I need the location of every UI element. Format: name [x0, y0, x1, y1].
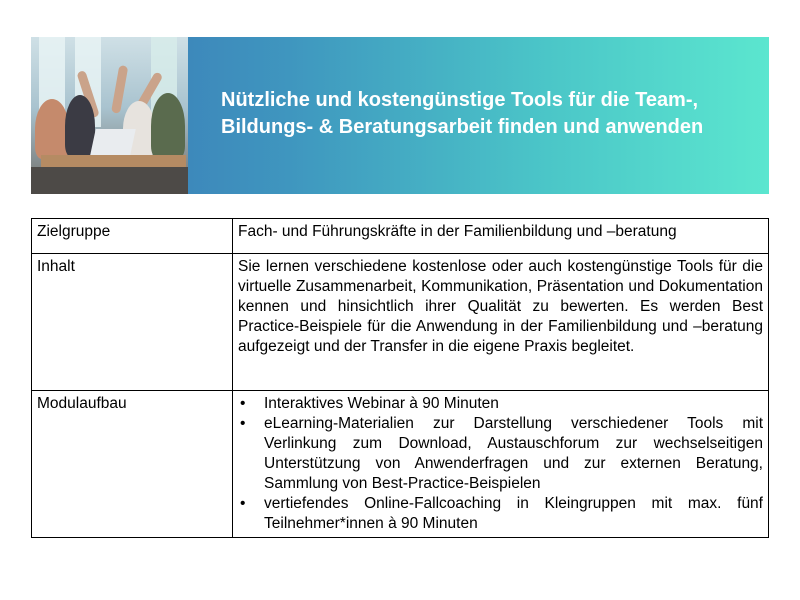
row-value-zielgruppe: Fach- und Führungskräfte in der Familienbildung und –beratung [233, 219, 769, 254]
person [35, 99, 69, 159]
list-item-text: eLearning-Materialien zur Darstellung verschiedener Tools mit Verlinkung zum Download, Austauschforum zur wechselseitigen Unterstützung von Anwenderfragen und zur externen Beratung, Sammlung von Best-Practice-Beispielen [264, 415, 763, 492]
desk [41, 155, 186, 167]
bullet-icon: • [240, 415, 246, 432]
list-item [238, 494, 763, 534]
floor [31, 167, 188, 194]
bullet-icon: • [240, 495, 246, 512]
table-row [32, 254, 769, 391]
page-title [221, 87, 761, 141]
list-item [238, 394, 763, 414]
bullet-icon: • [240, 395, 246, 412]
list-item-text: Interaktives Webinar à 90 Minuten [264, 395, 499, 412]
list-item [238, 414, 763, 494]
row-value-modulaufbau [233, 391, 769, 538]
list-item-text: vertiefendes Online-Fallcoaching in Kleingruppen mit max. fünf Teilnehmer*innen à 90 Minuten [264, 495, 763, 532]
title-line-2: Bildungs- & Beratungsarbeit finden und anwenden [221, 116, 704, 138]
raised-arm [111, 65, 128, 114]
row-value-inhalt: Sie lernen verschiedene kostenlose oder auch kostengünstige Tools für die virtuelle Zusammenarbeit, Kommunikation, Präsentation und Dokumentation kennen und hinsichtlich ihrer Qualität zu bewerten. Es werden Best Practice-Beispiele für die Anwendung in der Familienbildung und –beratung aufgezeigt und der Transfer in die eigene Praxis begleitet. [233, 254, 769, 391]
table-row [32, 391, 769, 538]
laptop [90, 129, 136, 155]
person [65, 95, 95, 157]
row-label-inhalt: Inhalt [32, 254, 233, 391]
team-photo [31, 37, 188, 194]
header-banner [31, 37, 769, 194]
module-info-table [31, 218, 769, 538]
row-label-zielgruppe: Zielgruppe [32, 219, 233, 254]
table-row [32, 219, 769, 254]
person [151, 93, 185, 159]
module-list [238, 394, 763, 534]
row-label-modulaufbau: Modulaufbau [32, 391, 233, 538]
title-line-1: Nützliche und kostengünstige Tools für die Team-, [221, 89, 699, 111]
